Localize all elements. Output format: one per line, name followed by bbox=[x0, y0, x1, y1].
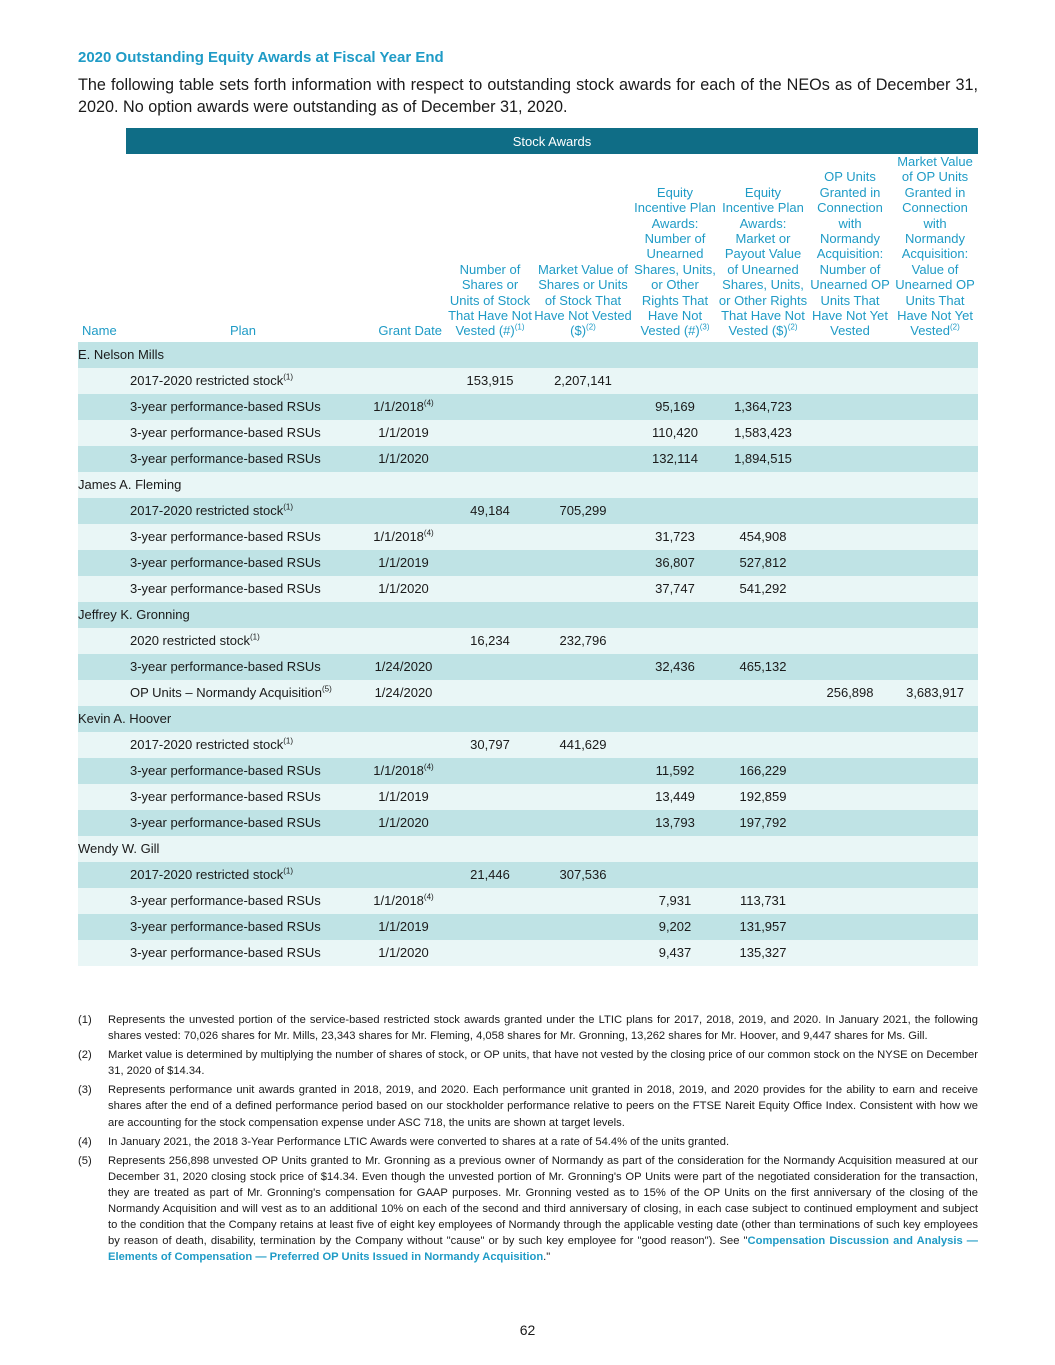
value-cell-c5 bbox=[808, 524, 892, 550]
award-row bbox=[78, 446, 978, 472]
award-row bbox=[78, 940, 978, 966]
footnote-mark: (3) bbox=[78, 1084, 92, 1097]
value-cell-c6 bbox=[892, 628, 978, 654]
footnote-text: Represents the unvested portion of the service-based restricted stock awards granted under the LTIC plans for 2017, 2018, 2019, and 2020. In January 2021, the following shares vested: 70,026 shares for Mr. Mills, 23,343 shares for Mr. Fleming, 4,058 shares for Mr. Gronning, 13,262 shares for Mr. Hoover, and 9,447 shares for Ms. Gill. bbox=[108, 1014, 978, 1043]
award-row bbox=[78, 784, 978, 810]
award-row bbox=[78, 576, 978, 602]
value-cell-c4 bbox=[718, 732, 808, 758]
officer-name: Jeffrey K. Gronning bbox=[78, 602, 978, 628]
header-plan: Plan bbox=[230, 323, 257, 339]
grant-date-cell: 1/1/2020 bbox=[361, 940, 446, 966]
value-cell-c3 bbox=[632, 680, 718, 706]
stock-awards-banner: Stock Awards bbox=[126, 128, 978, 154]
grant-date-cell bbox=[361, 368, 446, 394]
grant-date-cell: 1/1/2019 bbox=[361, 784, 446, 810]
value-cell-c5 bbox=[808, 784, 892, 810]
value-cell-c1 bbox=[446, 524, 534, 550]
officer-name-row bbox=[78, 706, 978, 732]
grant-date-cell: 1/1/2020 bbox=[361, 810, 446, 836]
value-cell-c5 bbox=[808, 758, 892, 784]
value-cell-c1 bbox=[446, 420, 534, 446]
value-cell-c5 bbox=[808, 368, 892, 394]
grant-date-cell: 1/1/2019 bbox=[361, 550, 446, 576]
plan-cell: 3-year performance-based RSUs bbox=[78, 654, 361, 680]
grant-date-cell: 1/1/2018$^{(4)}$ bbox=[361, 888, 446, 914]
value-cell-c3: 13,449 bbox=[632, 784, 718, 810]
value-cell-c5 bbox=[808, 732, 892, 758]
grant-date-cell: 1/1/2018$^{(4)}$ bbox=[361, 524, 446, 550]
officer-name-row bbox=[78, 602, 978, 628]
value-cell-c6 bbox=[892, 758, 978, 784]
outstanding-equity-awards-table bbox=[78, 128, 978, 966]
value-cell-c1 bbox=[446, 576, 534, 602]
value-cell-c1 bbox=[446, 446, 534, 472]
header-op-units-number: OP Units Granted in Connection with Normandy Acquisition: Number of Unearned OP Units That Have Not Yet Vested bbox=[810, 169, 890, 339]
value-cell-c2 bbox=[534, 758, 632, 784]
value-cell-c2: 441,629 bbox=[534, 732, 632, 758]
value-cell-c2: 2,207,141 bbox=[534, 368, 632, 394]
plan-cell: 3-year performance-based RSUs bbox=[78, 420, 361, 446]
value-cell-c1 bbox=[446, 654, 534, 680]
header-name: Name bbox=[82, 323, 117, 339]
value-cell-c4: 192,859 bbox=[718, 784, 808, 810]
value-cell-c2 bbox=[534, 446, 632, 472]
plan-cell: OP Units – Normandy Acquisition$^{(5)}$ bbox=[78, 680, 361, 706]
value-cell-c4: 1,894,515 bbox=[718, 446, 808, 472]
value-cell-c5: 256,898 bbox=[808, 680, 892, 706]
value-cell-c3 bbox=[632, 862, 718, 888]
value-cell-c3 bbox=[632, 368, 718, 394]
value-cell-c2: 232,796 bbox=[534, 628, 632, 654]
value-cell-c3 bbox=[632, 732, 718, 758]
header-op-units-value: Market Value of OP Units Granted in Connection with Normandy Acquisition: Value of Unearned OP Units That Have Not Yet Vested$^{(2)}$ bbox=[895, 154, 975, 339]
award-row bbox=[78, 420, 978, 446]
footnote-mark: (4) bbox=[78, 1135, 92, 1148]
footnotes bbox=[78, 1012, 978, 1268]
value-cell-c3: 37,747 bbox=[632, 576, 718, 602]
plan-cell: 3-year performance-based RSUs bbox=[78, 888, 361, 914]
value-cell-c3 bbox=[632, 628, 718, 654]
value-cell-c2 bbox=[534, 524, 632, 550]
value-cell-c3: 11,592 bbox=[632, 758, 718, 784]
value-cell-c4: 465,132 bbox=[718, 654, 808, 680]
award-row bbox=[78, 732, 978, 758]
officer-name: Wendy W. Gill bbox=[78, 836, 978, 862]
grant-date-cell: 1/1/2020 bbox=[361, 576, 446, 602]
value-cell-c3 bbox=[632, 498, 718, 524]
value-cell-c2 bbox=[534, 654, 632, 680]
officer-name: James A. Fleming bbox=[78, 472, 978, 498]
header-row bbox=[78, 154, 978, 342]
value-cell-c2 bbox=[534, 810, 632, 836]
value-cell-c3: 36,807 bbox=[632, 550, 718, 576]
value-cell-c2 bbox=[534, 576, 632, 602]
header-unearned-shares: Equity Incentive Plan Awards: Number of Unearned Shares, Units, or Other Rights That Have Not Vested (#)$^{(3)}$ bbox=[634, 184, 716, 339]
value-cell-c2: 705,299 bbox=[534, 498, 632, 524]
banner-row bbox=[78, 128, 978, 154]
grant-date-cell: 1/1/2020 bbox=[361, 446, 446, 472]
plan-cell: 3-year performance-based RSUs bbox=[78, 394, 361, 420]
value-cell-c3: 13,793 bbox=[632, 810, 718, 836]
grant-date-cell: 1/24/2020 bbox=[361, 654, 446, 680]
value-cell-c4 bbox=[718, 862, 808, 888]
value-cell-c3: 9,437 bbox=[632, 940, 718, 966]
award-row bbox=[78, 654, 978, 680]
value-cell-c6 bbox=[892, 654, 978, 680]
award-row bbox=[78, 914, 978, 940]
grant-date-cell bbox=[361, 862, 446, 888]
award-row bbox=[78, 810, 978, 836]
page-number: 62 bbox=[519, 1322, 536, 1338]
value-cell-c2: 307,536 bbox=[534, 862, 632, 888]
value-cell-c6 bbox=[892, 394, 978, 420]
value-cell-c5 bbox=[808, 394, 892, 420]
value-cell-c5 bbox=[808, 914, 892, 940]
value-cell-c4: 135,327 bbox=[718, 940, 808, 966]
plan-cell: 3-year performance-based RSUs bbox=[78, 784, 361, 810]
page-header bbox=[78, 48, 978, 118]
footnote-text: Market value is determined by multiplying the number of shares of stock, or OP units, that have not vested by the closing price of our common stock on the NYSE on December 31, 2020 of $14.34. bbox=[108, 1049, 978, 1078]
section-title: 2020 Outstanding Equity Awards at Fiscal Year End bbox=[78, 49, 444, 66]
value-cell-c5 bbox=[808, 446, 892, 472]
value-cell-c2 bbox=[534, 784, 632, 810]
footnote-mark: (5) bbox=[78, 1154, 92, 1167]
value-cell-c1: 49,184 bbox=[446, 498, 534, 524]
footnote-text: In January 2021, the 2018 3-Year Performance LTIC Awards were converted to shares at a rate of 54.4% of the units granted. bbox=[108, 1135, 730, 1148]
grant-date-cell: 1/1/2019 bbox=[361, 914, 446, 940]
award-row bbox=[78, 368, 978, 394]
grant-date-cell bbox=[361, 628, 446, 654]
value-cell-c1: 153,915 bbox=[446, 368, 534, 394]
value-cell-c4: 197,792 bbox=[718, 810, 808, 836]
award-row bbox=[78, 862, 978, 888]
value-cell-c6 bbox=[892, 498, 978, 524]
value-cell-c5 bbox=[808, 576, 892, 602]
value-cell-c3: 95,169 bbox=[632, 394, 718, 420]
value-cell-c5 bbox=[808, 888, 892, 914]
value-cell-c4: 166,229 bbox=[718, 758, 808, 784]
grant-date-cell: 1/24/2020 bbox=[361, 680, 446, 706]
value-cell-c1 bbox=[446, 394, 534, 420]
footnote-mark: (1) bbox=[78, 1014, 92, 1026]
plan-cell: 2017-2020 restricted stock$^{(1)}$ bbox=[78, 862, 361, 888]
value-cell-c1 bbox=[446, 680, 534, 706]
plan-cell: 3-year performance-based RSUs bbox=[78, 576, 361, 602]
value-cell-c4 bbox=[718, 628, 808, 654]
plan-cell: 3-year performance-based RSUs bbox=[78, 550, 361, 576]
grant-date-cell bbox=[361, 732, 446, 758]
value-cell-c3: 110,420 bbox=[632, 420, 718, 446]
value-cell-c6 bbox=[892, 784, 978, 810]
grant-date-cell bbox=[361, 498, 446, 524]
plan-cell: 2017-2020 restricted stock$^{(1)}$ bbox=[78, 732, 361, 758]
intro-paragraph: The following table sets forth information with respect to outstanding stock awards for each of the NEOs as of December 31, 2020. No option awards were outstanding as of December 31, 2020. bbox=[78, 76, 978, 116]
plan-cell: 3-year performance-based RSUs bbox=[78, 758, 361, 784]
footnote bbox=[78, 1012, 978, 1044]
value-cell-c1 bbox=[446, 550, 534, 576]
value-cell-c5 bbox=[808, 862, 892, 888]
award-row bbox=[78, 628, 978, 654]
value-cell-c1 bbox=[446, 758, 534, 784]
value-cell-c5 bbox=[808, 810, 892, 836]
compensation-discussion-link[interactable]: Compensation Discussion and Analysis — Elements of Compensation — Preferred OP Units Issued in Normandy Acquisition bbox=[108, 1235, 978, 1264]
award-row bbox=[78, 758, 978, 784]
value-cell-c6 bbox=[892, 914, 978, 940]
value-cell-c6 bbox=[892, 862, 978, 888]
value-cell-c1: 30,797 bbox=[446, 732, 534, 758]
plan-cell: 3-year performance-based RSUs bbox=[78, 940, 361, 966]
value-cell-c3: 132,114 bbox=[632, 446, 718, 472]
officer-name-row bbox=[78, 342, 978, 368]
award-row bbox=[78, 888, 978, 914]
value-cell-c3: 9,202 bbox=[632, 914, 718, 940]
award-row bbox=[78, 550, 978, 576]
officer-name-row bbox=[78, 836, 978, 862]
value-cell-c1 bbox=[446, 888, 534, 914]
footnote-mark: (2) bbox=[78, 1049, 92, 1062]
value-cell-c6 bbox=[892, 940, 978, 966]
officer-name-row bbox=[78, 472, 978, 498]
footnote-text: Represents 256,898 unvested OP Units granted to Mr. Gronning as a previous owner of Normandy as part of the consideration for the Normandy Acquisition measured at our December 31, 2020 closing stock price of $14.34. Even though the unvested portion of Mr. Gronning's OP Units were part of the negotiated consideration for the transaction, they are treated as part of Mr. Gronning's compensation for GAAP purposes. Mr. Gronning vested as to 15% of the OP Units on the first anniversary of the closing of the Normandy Acquisition and will vest as to an additional 10% on each of the second and third anniversary of closing, in each case subject to continued employment and subject to the condition that the Company retains at least five of eight key employees of Normandy through the applicable vesting date (other than terminations of such key employees by reason of death, disability, termination by the Company without "cause" or by such key employee for "good reason"). See "Compensation Discussion and Analysis — Elements of Compensation — Preferred OP Units Issued in Normandy Acquisition." bbox=[108, 1154, 978, 1264]
value-cell-c4 bbox=[718, 368, 808, 394]
award-row bbox=[78, 680, 978, 706]
value-cell-c6 bbox=[892, 810, 978, 836]
grant-date-cell: 1/1/2018$^{(4)}$ bbox=[361, 758, 446, 784]
officer-name: Kevin A. Hoover bbox=[78, 706, 978, 732]
value-cell-c1 bbox=[446, 784, 534, 810]
footnote bbox=[78, 1047, 978, 1079]
value-cell-c3: 7,931 bbox=[632, 888, 718, 914]
value-cell-c1 bbox=[446, 810, 534, 836]
value-cell-c4 bbox=[718, 680, 808, 706]
value-cell-c1 bbox=[446, 940, 534, 966]
value-cell-c6 bbox=[892, 420, 978, 446]
grant-date-cell: 1/1/2019 bbox=[361, 420, 446, 446]
value-cell-c2 bbox=[534, 888, 632, 914]
plan-cell: 3-year performance-based RSUs bbox=[78, 914, 361, 940]
value-cell-c1 bbox=[446, 914, 534, 940]
plan-cell: 2017-2020 restricted stock$^{(1)}$ bbox=[78, 498, 361, 524]
value-cell-c4: 113,731 bbox=[718, 888, 808, 914]
value-cell-c4: 541,292 bbox=[718, 576, 808, 602]
value-cell-c6 bbox=[892, 368, 978, 394]
value-cell-c6 bbox=[892, 524, 978, 550]
plan-cell: 2020 restricted stock$^{(1)}$ bbox=[78, 628, 361, 654]
header-market-value-not-vested: Market Value of Shares or Units of Stock That Have Not Vested ($)$^{(2)}$ bbox=[534, 261, 632, 339]
award-row bbox=[78, 498, 978, 524]
value-cell-c5 bbox=[808, 654, 892, 680]
value-cell-c2 bbox=[534, 940, 632, 966]
plan-cell: 3-year performance-based RSUs bbox=[78, 524, 361, 550]
value-cell-c1: 16,234 bbox=[446, 628, 534, 654]
value-cell-c6 bbox=[892, 888, 978, 914]
footnote-text: Represents performance unit awards granted in 2018, 2019, and 2020. Each performance unit granted in 2018, 2019, and 2020 provides for the ability to earn and receive shares after the end of a defined performance period based on our stockholder performance relative to peers on the FTSE Nareit Equity Office Index. Consistent with how we are accounting for the stock compensation expense under ASC 718, the units are shown at target levels. bbox=[108, 1084, 978, 1129]
value-cell-c6 bbox=[892, 732, 978, 758]
grant-date-cell: 1/1/2018$^{(4)}$ bbox=[361, 394, 446, 420]
header-shares-not-vested: Number of Shares or Units of Stock That Have Not Vested (#)$^{(1)}$ bbox=[448, 261, 532, 339]
value-cell-c3: 32,436 bbox=[632, 654, 718, 680]
value-cell-c5 bbox=[808, 550, 892, 576]
footnote bbox=[78, 1134, 978, 1150]
value-cell-c4: 1,583,423 bbox=[718, 420, 808, 446]
value-cell-c6 bbox=[892, 446, 978, 472]
value-cell-c2 bbox=[534, 394, 632, 420]
plan-cell: 2017-2020 restricted stock$^{(1)}$ bbox=[78, 368, 361, 394]
value-cell-c6 bbox=[892, 550, 978, 576]
value-cell-c4: 454,908 bbox=[718, 524, 808, 550]
award-row bbox=[78, 524, 978, 550]
value-cell-c5 bbox=[808, 628, 892, 654]
value-cell-c2 bbox=[534, 550, 632, 576]
footnote bbox=[78, 1082, 978, 1130]
award-row bbox=[78, 394, 978, 420]
value-cell-c4: 131,957 bbox=[718, 914, 808, 940]
plan-cell: 3-year performance-based RSUs bbox=[78, 810, 361, 836]
header-unearned-value: Equity Incentive Plan Awards: Market or Payout Value of Unearned Shares, Units, or Other Rights That Have Not Vested ($)$^{(2)}$ bbox=[718, 184, 808, 339]
value-cell-c3: 31,723 bbox=[632, 524, 718, 550]
value-cell-c4: 1,364,723 bbox=[718, 394, 808, 420]
value-cell-c6 bbox=[892, 576, 978, 602]
header-grant-date: Grant Date bbox=[378, 323, 442, 339]
officer-name: E. Nelson Mills bbox=[78, 342, 978, 368]
value-cell-c2 bbox=[534, 420, 632, 446]
value-cell-c5 bbox=[808, 498, 892, 524]
value-cell-c6: 3,683,917 bbox=[892, 680, 978, 706]
value-cell-c2 bbox=[534, 914, 632, 940]
plan-cell: 3-year performance-based RSUs bbox=[78, 446, 361, 472]
value-cell-c5 bbox=[808, 940, 892, 966]
value-cell-c4: 527,812 bbox=[718, 550, 808, 576]
value-cell-c2 bbox=[534, 680, 632, 706]
value-cell-c1: 21,446 bbox=[446, 862, 534, 888]
footnote bbox=[78, 1153, 978, 1266]
value-cell-c5 bbox=[808, 420, 892, 446]
value-cell-c4 bbox=[718, 498, 808, 524]
